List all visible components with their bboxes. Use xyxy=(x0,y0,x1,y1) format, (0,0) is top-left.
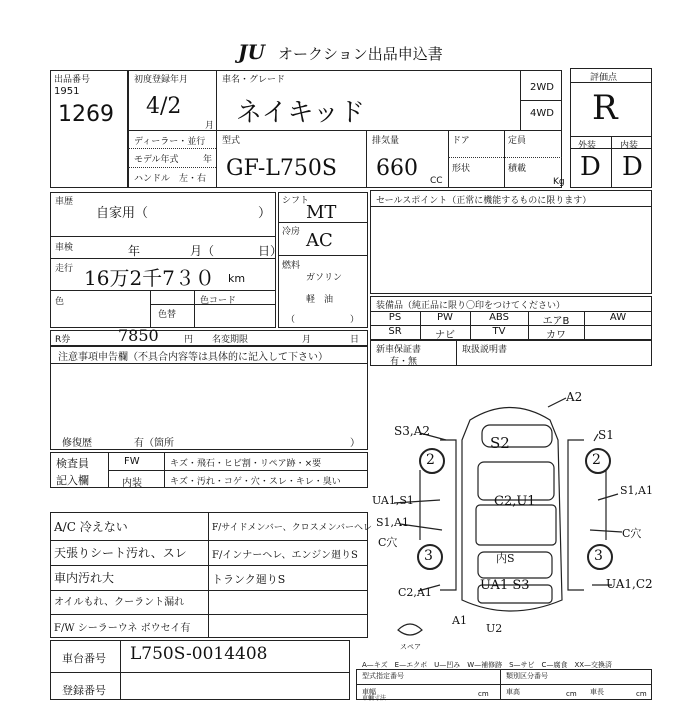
equipment-label: 装備品（純正品に限り〇印をつけてください） xyxy=(376,301,566,311)
inspector-label-2: 記入欄 xyxy=(56,474,89,487)
usage-close: ） xyxy=(258,206,272,221)
size-label: 車輌寸法 xyxy=(362,695,387,702)
mark-s2: S2 xyxy=(490,434,510,452)
fuel-diesel: 軽 油 xyxy=(306,295,334,305)
score-label: 評価点 xyxy=(590,73,618,83)
int-value: D xyxy=(622,152,643,182)
equip-aw: AW xyxy=(609,312,627,323)
mark-c2-u1: C2,U1 xyxy=(494,494,536,509)
remark-left-2: 天張りシート汚れ、スレ xyxy=(54,546,187,560)
damage-legend: A—キズ E—エクボ U—凹み W—補修跡 S—サビ C—腐食 XX—交換済 xyxy=(362,661,613,669)
shaken-year: 年 xyxy=(128,244,141,258)
repair-label: 修復歴 xyxy=(62,438,92,449)
equip-navi: ナビ xyxy=(435,330,455,341)
capacity-label: 定員 xyxy=(508,136,527,146)
mark-s3-a2: S3,A2 xyxy=(394,424,430,438)
remark-left-1: A/C 冷えない xyxy=(54,520,128,534)
int-items: キズ・汚れ・コゲ・穴・スレ・キレ・臭い xyxy=(170,477,341,487)
chassis-value: L750S-0014408 xyxy=(130,644,268,664)
fw-items: キズ・飛石・ヒビ割・リペア跡・×要 xyxy=(170,459,322,469)
handle-label: ハンドル 左・右 xyxy=(134,174,207,184)
repair-close: ） xyxy=(350,438,360,449)
int-label: 内装 xyxy=(620,141,639,151)
remark-left-3: 車内汚れ大 xyxy=(54,571,115,585)
inspector-label-1: 検査員 xyxy=(56,457,89,470)
drive-4wd: 4WD xyxy=(530,108,554,119)
usage-value: 自家用（ xyxy=(96,206,149,221)
fuel-gas: ガソリン xyxy=(306,273,343,283)
recycle-value: 7850 xyxy=(118,326,159,345)
mark-c-hole-right: C穴 xyxy=(622,527,642,540)
mark-int-s: 内S xyxy=(496,552,515,565)
width-label: 車幅 xyxy=(362,688,376,696)
notes-label: 注意事項申告欄（不具合内容等は具体的に記入して下さい） xyxy=(58,352,328,363)
equip-abs: ABS xyxy=(489,312,509,323)
cc-value: 660 xyxy=(376,156,418,181)
fuel-paren-close: ） xyxy=(350,315,360,325)
ext-label: 外装 xyxy=(578,141,597,151)
remark-left-5: F/W シーラーウネ ボウセイ有 xyxy=(54,623,191,634)
form-title: オークション出品申込書 xyxy=(278,45,443,63)
recycle-yen: 円 xyxy=(184,335,194,345)
equip-tv: TV xyxy=(492,326,506,337)
shape-label: 形状 xyxy=(452,164,471,174)
tire-number-rr: 3 xyxy=(594,548,603,564)
mark-c-hole-left: C穴 xyxy=(378,536,398,549)
spare-label: スペア xyxy=(400,643,421,651)
cm-3: cm xyxy=(636,690,647,698)
class-number-label: 類別区分番号 xyxy=(506,672,548,680)
score-value: R xyxy=(592,88,618,128)
model-year-label: モデル年式 xyxy=(134,155,179,165)
mark-u2-bottom: U2 xyxy=(486,622,503,635)
mark-a2-top: A2 xyxy=(566,390,583,404)
equip-leather: カワ xyxy=(546,330,566,341)
lot-label: 出品番号 xyxy=(54,75,91,85)
warranty-label: 新車保証書 xyxy=(376,345,422,355)
kg-unit: Kg xyxy=(553,177,565,187)
equip-airbag: エアB xyxy=(542,316,570,327)
equip-ps: PS xyxy=(388,312,402,323)
shift-label: シフト xyxy=(282,196,310,206)
shaken-day: 日） xyxy=(258,244,283,258)
mark-c2-a1: C2,A1 xyxy=(398,586,432,599)
warranty-value: 有・無 xyxy=(390,357,418,367)
fuel-label: 燃料 xyxy=(282,261,301,271)
logo: JU xyxy=(238,40,265,64)
color-label: 色 xyxy=(55,297,65,307)
shift-value: MT xyxy=(306,202,337,223)
sales-point-label: セールスポイント（正常に機能するものに限ります） xyxy=(376,196,592,206)
remark-left-4: オイルもれ、クーラント漏れ xyxy=(54,597,185,608)
shaken-label: 車検 xyxy=(55,243,74,253)
name-label: 車名・グレード xyxy=(222,75,286,85)
load-label: 積載 xyxy=(508,164,527,174)
cm-1: cm xyxy=(478,690,489,698)
mark-ua1-s1: UA1,S1 xyxy=(372,494,414,507)
repair-value: 有（箇所 xyxy=(134,438,174,449)
remark-right-2: F/インナーヘレ、エンジン廻りS xyxy=(212,550,358,561)
color-code-label: 色コード xyxy=(200,296,237,306)
mark-s1-right: S1 xyxy=(598,428,614,442)
registration-label: 登録番号 xyxy=(62,684,106,697)
remark-right-1: F/サイドメンバー、クロスメンバーヘレ xyxy=(212,523,372,533)
height-label: 車高 xyxy=(506,688,520,696)
shaken-month: 月（ xyxy=(190,244,215,258)
color-swap-label: 色替 xyxy=(158,310,177,320)
recycle-label: R券 xyxy=(55,335,71,345)
drive-2wd: 2WD xyxy=(530,82,554,93)
type-value: GF-L750S xyxy=(226,156,337,181)
tire-number-fl: 2 xyxy=(426,452,435,468)
int-check-label: 内装 xyxy=(122,478,142,489)
equip-sr: SR xyxy=(388,326,402,337)
manual-label: 取扱説明書 xyxy=(462,345,508,355)
door-label: ドア xyxy=(452,136,470,146)
ext-value: D xyxy=(580,152,601,182)
mark-ua1-s3: UA1 S3 xyxy=(480,578,530,593)
type-designation-label: 型式指定番号 xyxy=(362,672,404,680)
name-change-month: 月 xyxy=(302,335,312,345)
remark-right-3: トランク廻りS xyxy=(212,573,286,586)
ac-value: AC xyxy=(306,230,333,251)
dealer-label: ディーラー・並行 xyxy=(134,137,206,147)
name-change-label: 名変期限 xyxy=(212,335,249,345)
mark-s1-a1-right: S1,A1 xyxy=(620,484,653,497)
mark-ua1-c2: UA1,C2 xyxy=(606,577,653,591)
mileage-label: 走行 xyxy=(55,264,74,274)
lot-number: 1269 xyxy=(58,102,114,127)
length-label: 車長 xyxy=(590,688,604,696)
month-unit: 月 xyxy=(205,121,215,131)
cm-2: cm xyxy=(566,690,577,698)
model-year-unit: 年 xyxy=(203,155,213,165)
recycle-box xyxy=(50,330,368,346)
mark-s1-a1-left: S1,A1 xyxy=(376,516,409,529)
mileage-unit: km xyxy=(228,272,246,285)
name-value: ネイキッド xyxy=(236,98,365,128)
cc-unit: CC xyxy=(430,176,443,186)
ac-label: 冷房 xyxy=(282,227,301,237)
mark-a1-bottom: A1 xyxy=(452,614,467,627)
first-reg-value: 4/2 xyxy=(146,94,182,119)
equip-pw: PW xyxy=(437,312,453,323)
mileage-value: 16万2千7３０ xyxy=(84,266,215,290)
tire-number-fr: 2 xyxy=(592,452,601,468)
lot-sub: 1951 xyxy=(54,86,80,97)
name-change-day: 日 xyxy=(350,335,360,345)
first-reg-label: 初度登録年月 xyxy=(134,75,189,85)
fuel-paren-open: （ xyxy=(286,315,296,325)
type-label: 型式 xyxy=(222,136,241,146)
chassis-label: 車台番号 xyxy=(62,652,106,665)
usage-label: 車歴 xyxy=(55,197,74,207)
fw-label: FW xyxy=(124,456,140,467)
tire-number-rl: 3 xyxy=(424,548,433,564)
cc-label: 排気量 xyxy=(372,136,400,146)
